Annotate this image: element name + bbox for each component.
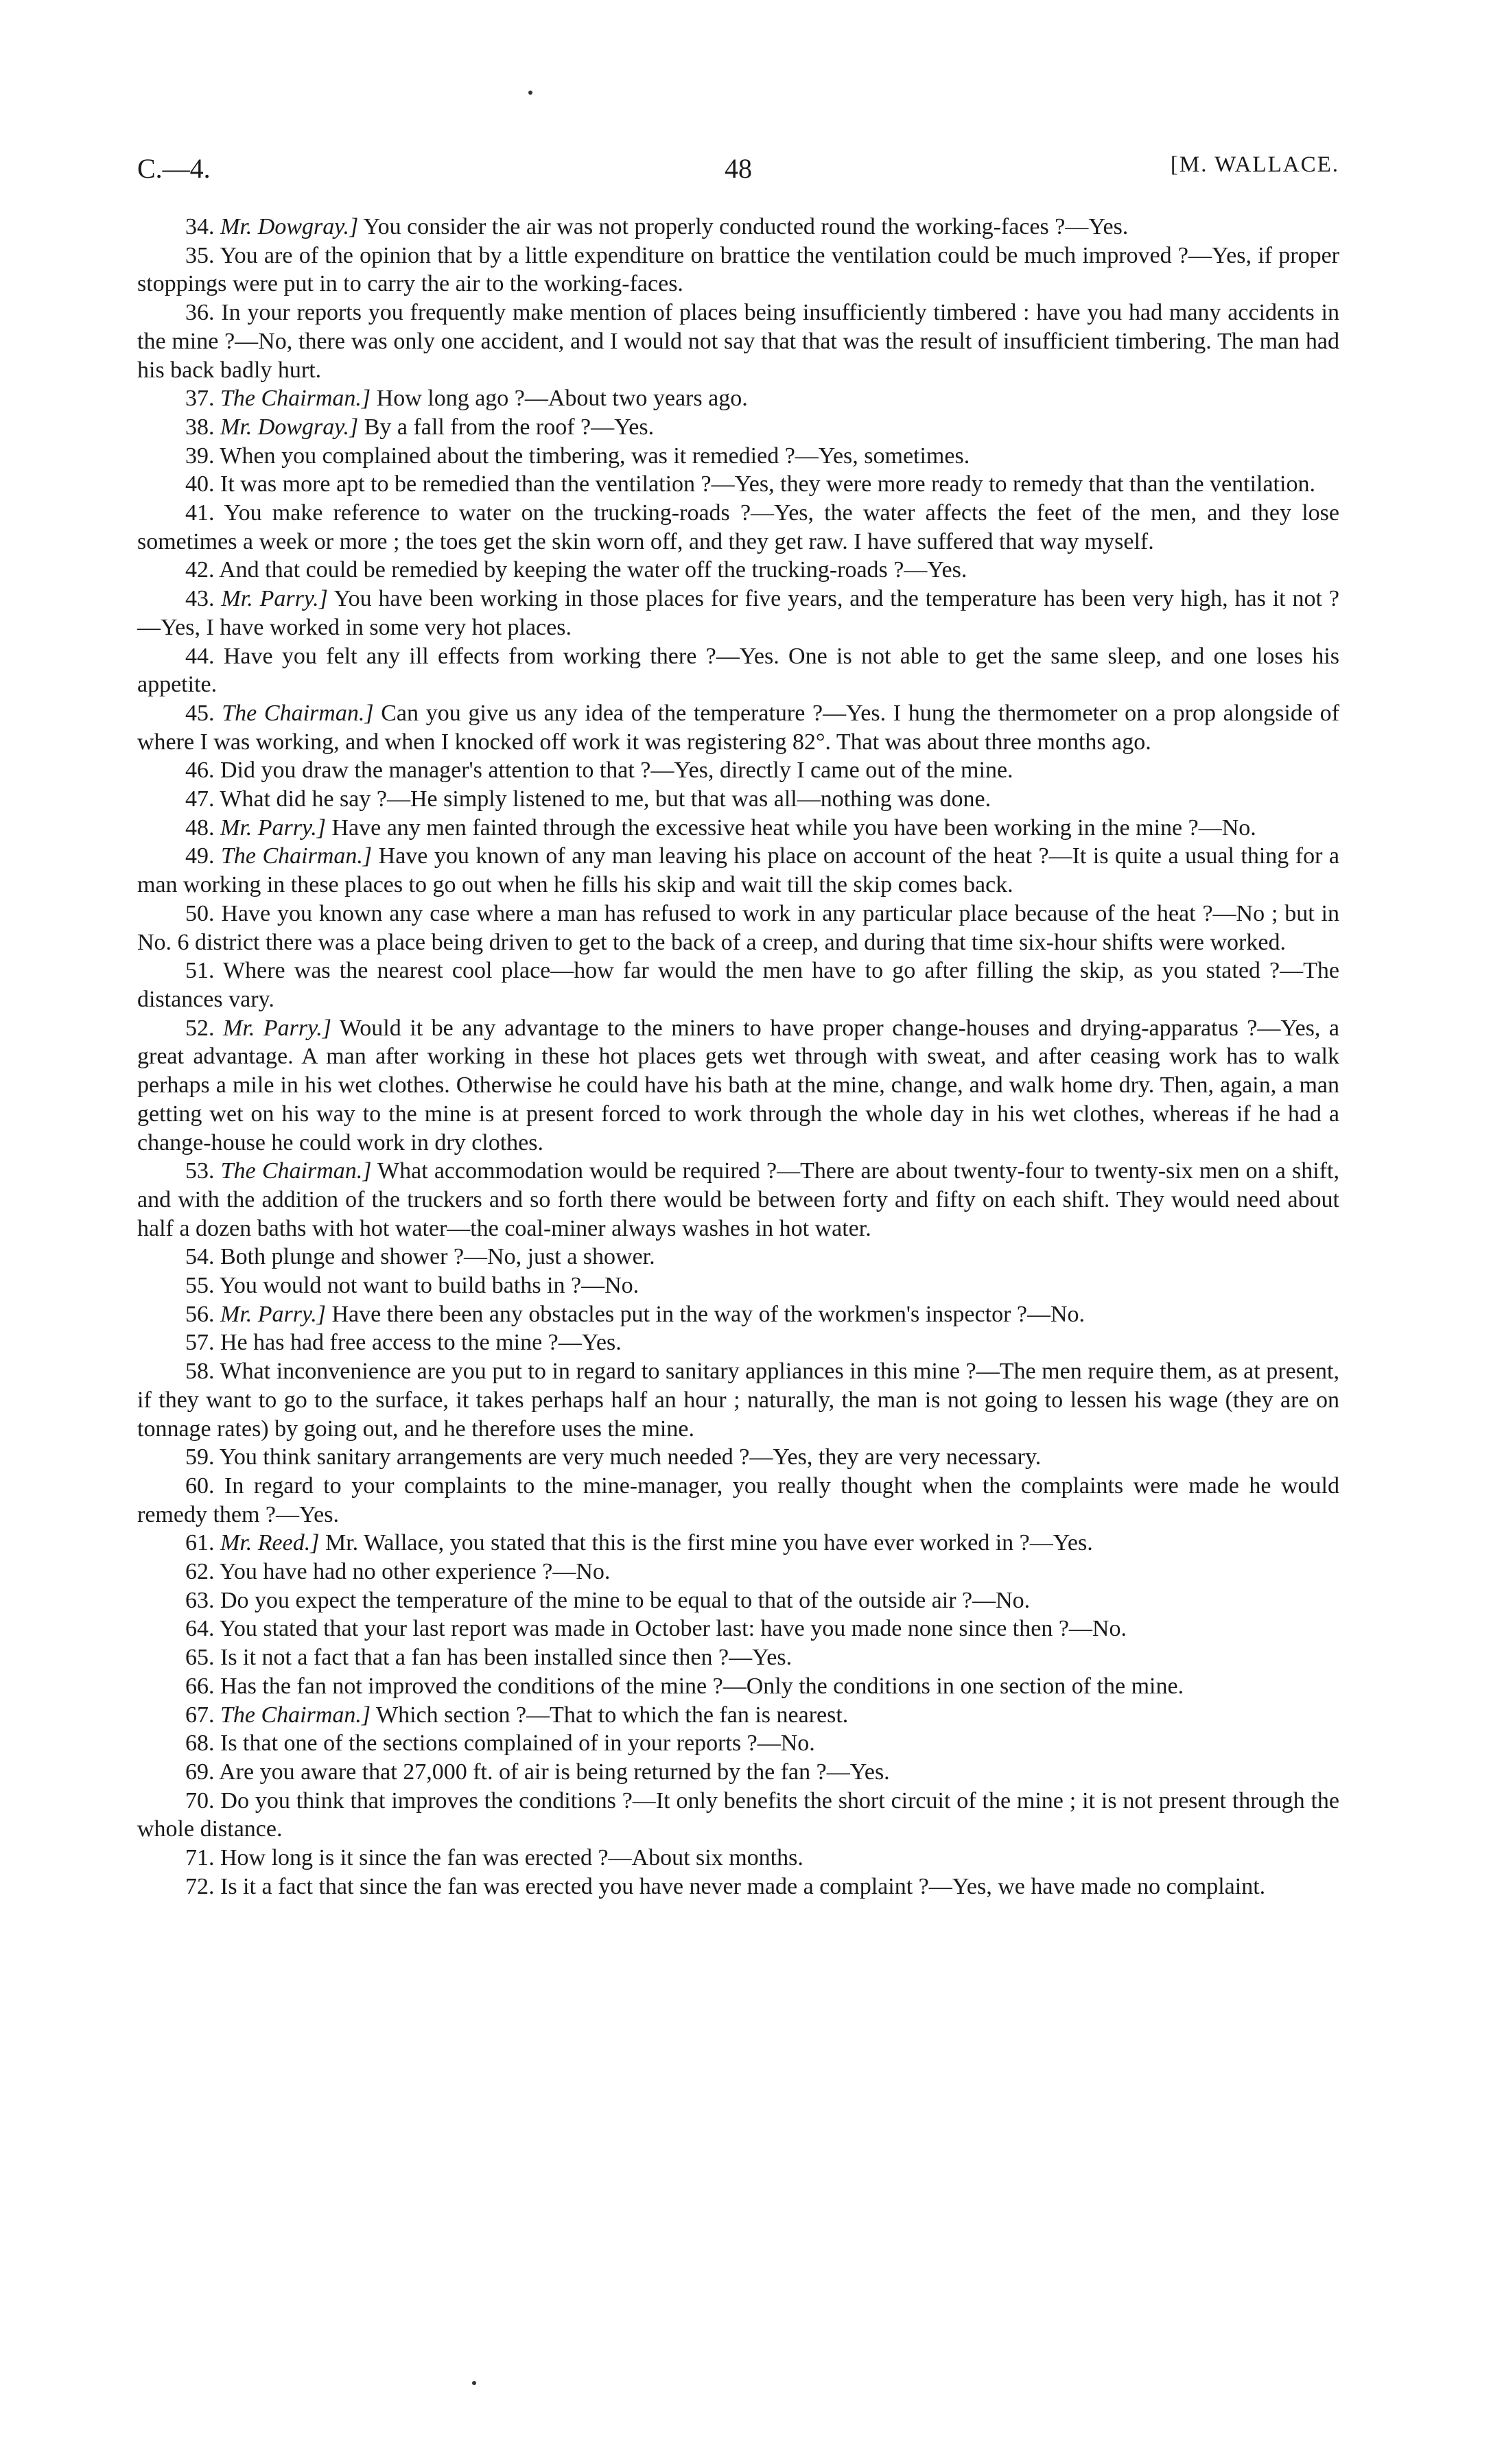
question-paragraph [137, 1443, 1339, 1472]
question-number: 64. [185, 1616, 215, 1642]
question-number: 36. [185, 300, 215, 326]
question-number: 72. [185, 1873, 215, 1899]
speaker-name: The Chairman.] [220, 1702, 371, 1728]
question-number: 52. [185, 1015, 215, 1041]
question-number: 65. [185, 1645, 215, 1671]
question-paragraph [137, 1844, 1339, 1873]
question-text: You would not want to build baths in ?—No. [219, 1273, 639, 1299]
question-number: 62. [185, 1559, 215, 1585]
question-text: When you complained about the timbering, was it remedied ?—Yes, sometimes. [220, 443, 970, 469]
question-text: What did he say ?—He simply listened to me, but that was all—nothing was done. [220, 786, 991, 812]
question-text: Would it be any advantage to the miners to have proper change-houses and drying-apparatus ?—Yes, a great advantage. A man after working in these hot places gets wet through with sweat, and after ceasing work has to walk perhaps a mile in his wet clothes. Otherwise he could have his bath at the mine, change, and walk home dry. Then, again, a man getting wet on his way to the mine is at present forced to work through the whole day in his wet clothes, whereas if he had a change-house he could work in dry clothes. [137, 1015, 1340, 1155]
speaker-name: The Chairman.] [220, 386, 371, 412]
question-paragraph [137, 900, 1339, 957]
question-paragraph [137, 1758, 1339, 1787]
question-paragraph [137, 585, 1339, 642]
question-paragraph [137, 756, 1339, 785]
question-paragraph [137, 842, 1339, 899]
question-number: 59. [185, 1444, 215, 1470]
question-number: 46. [185, 758, 215, 784]
question-paragraph [137, 1558, 1339, 1586]
question-number: 55. [185, 1273, 215, 1299]
question-text: Where was the nearest cool place—how far would the men have to go after filling the skip, as you stated ?—The distances vary. [137, 958, 1339, 1012]
question-text: How long is it since the fan was erected ?—About six months. [220, 1845, 803, 1871]
speaker-name: The Chairman.] [221, 843, 373, 869]
question-number: 60. [185, 1472, 215, 1499]
question-paragraph [137, 1300, 1339, 1329]
question-number: 50. [185, 900, 215, 926]
question-paragraph [137, 384, 1339, 413]
question-text: You consider the air was not properly conducted round the working-faces ?—Yes. [363, 214, 1129, 239]
page-header [137, 152, 1339, 193]
evidence-body [137, 213, 1339, 1901]
question-text: You stated that your last report was made in October last: have you made none since then ?—No. [219, 1616, 1127, 1642]
question-number: 43. [185, 586, 215, 612]
question-number: 68. [185, 1730, 215, 1757]
question-paragraph [137, 1157, 1339, 1243]
question-number: 66. [185, 1673, 215, 1699]
question-paragraph [137, 814, 1339, 843]
question-text: Have you known any case where a man has refused to work in any particular place because of the heat ?—No ; but in No. 6 district there was a place being driven to get to the back of a creep, and during that time six-hour shifts were worked. [137, 900, 1340, 955]
question-number: 44. [185, 643, 215, 669]
question-paragraph [137, 556, 1339, 585]
question-paragraph [137, 499, 1339, 556]
question-paragraph [137, 699, 1339, 756]
question-number: 61. [185, 1530, 215, 1556]
question-paragraph [137, 1357, 1339, 1443]
document-reference: C.—4. [137, 153, 211, 184]
question-paragraph [137, 1472, 1339, 1529]
question-paragraph [137, 1014, 1339, 1158]
question-paragraph [137, 213, 1339, 242]
question-text: Are you aware that 27,000 ft. of air is being returned by the fan ?—Yes. [219, 1759, 890, 1785]
witness-name: [M. WALLACE. [1170, 152, 1339, 177]
question-paragraph [137, 642, 1339, 699]
question-number: 41. [185, 500, 215, 526]
question-number: 48. [185, 814, 215, 841]
question-number: 45. [185, 700, 215, 726]
question-paragraph [137, 1243, 1339, 1271]
question-number: 54. [185, 1244, 215, 1270]
question-text: Is it a fact that since the fan was erected you have never made a complaint ?—Yes, we have made no complaint. [220, 1873, 1266, 1899]
question-text: Mr. Wallace, you stated that this is the first mine you have ever worked in ?—Yes. [325, 1530, 1093, 1556]
question-paragraph [137, 1729, 1339, 1758]
question-paragraph [137, 1271, 1339, 1300]
question-number: 42. [185, 557, 215, 583]
question-paragraph [137, 298, 1339, 384]
question-paragraph [137, 1586, 1339, 1615]
question-text: You are of the opinion that by a little expenditure on brattice the ventilation could be much improved ?—Yes, if proper stoppings were put in to carry the air to the working-faces. [137, 242, 1339, 297]
speaker-name: Mr. Reed.] [220, 1530, 320, 1556]
question-paragraph [137, 1643, 1339, 1672]
question-number: 57. [185, 1330, 215, 1356]
question-text: Have any men fainted through the excessive heat while you have been working in the mine ?—No. [331, 814, 1256, 841]
page-mark-top [528, 91, 532, 95]
question-paragraph [137, 1873, 1339, 1901]
question-text: Do you think that improves the conditions ?—It only benefits the short circuit of the mine ; it is not present through the whole distance. [137, 1787, 1340, 1842]
page-mark-bottom [472, 2381, 476, 2385]
question-text: You have been working in those places for five years, and the temperature has been very high, has it not ?—Yes, I have worked in some very hot places. [137, 586, 1339, 640]
question-number: 67. [185, 1702, 215, 1728]
question-text: Which section ?—That to which the fan is nearest. [376, 1702, 849, 1728]
question-number: 39. [185, 443, 215, 469]
question-text: What inconvenience are you put to in regard to sanitary appliances in this mine ?—The men require them, as at present, if they want to go to the surface, it takes perhaps half an hour ; naturally, the man is not going to lessen his wage (they are on tonnage rates) by going out, and he therefore uses the mine. [137, 1359, 1339, 1442]
question-paragraph [137, 1787, 1339, 1844]
question-text: In your reports you frequently make mention of places being insufficiently timbered : have you had many accidents in the mine ?—No, there was only one accident, and I would not say that that was the result of insufficient timbering. The man had his back badly hurt. [137, 300, 1339, 383]
question-text: You have had no other experience ?—No. [219, 1559, 611, 1585]
question-text: Is it not a fact that a fan has been installed since then ?—Yes. [220, 1645, 793, 1671]
speaker-name: Mr. Dowgray.] [220, 414, 359, 440]
page-number: 48 [725, 153, 752, 184]
question-text: By a fall from the roof ?—Yes. [364, 414, 655, 440]
speaker-name: The Chairman.] [222, 700, 374, 726]
speaker-name: Mr. Parry.] [221, 586, 328, 612]
speaker-name: Mr. Parry.] [220, 814, 326, 841]
question-number: 70. [185, 1787, 215, 1814]
question-text: Can you give us any idea of the temperature ?—Yes. I hung the thermometer on a prop alongside of where I was working, and when I knocked off work it was registering 82°. That was about three months ago. [137, 700, 1339, 755]
page [137, 152, 1339, 1901]
question-number: 34. [185, 214, 215, 239]
question-paragraph [137, 1701, 1339, 1730]
question-text: Is that one of the sections complained of in your reports ?—No. [220, 1730, 815, 1757]
question-text: Did you draw the manager's attention to that ?—Yes, directly I came out of the mine. [220, 758, 1013, 784]
question-text: You make reference to water on the trucking-roads ?—Yes, the water affects the feet of the men, and they lose sometimes a week or more ; the toes get the skin worn off, and they get raw. I have suffered that way myself. [137, 500, 1339, 554]
question-number: 56. [185, 1301, 215, 1327]
question-paragraph [137, 1615, 1339, 1643]
question-number: 63. [185, 1587, 215, 1613]
question-number: 53. [185, 1158, 215, 1184]
question-number: 58. [185, 1359, 215, 1385]
speaker-name: Mr. Dowgray.] [220, 214, 359, 239]
question-paragraph [137, 1529, 1339, 1558]
speaker-name: The Chairman.] [220, 1158, 372, 1184]
question-paragraph [137, 470, 1339, 499]
question-number: 47. [185, 786, 215, 812]
question-number: 38. [185, 414, 215, 440]
question-number: 37. [185, 386, 215, 412]
question-text: Have there been any obstacles put in the way of the workmen's inspector ?—No. [331, 1301, 1085, 1327]
question-number: 40. [185, 471, 215, 497]
question-number: 71. [185, 1845, 215, 1871]
question-paragraph [137, 1328, 1339, 1357]
question-text: How long ago ?—About two years ago. [376, 386, 748, 412]
question-number: 51. [185, 958, 215, 984]
question-number: 69. [185, 1759, 215, 1785]
speaker-name: Mr. Parry.] [223, 1015, 332, 1041]
question-paragraph [137, 1672, 1339, 1701]
question-text: Has the fan not improved the conditions of the mine ?—Only the conditions in one section of the mine. [220, 1673, 1184, 1699]
question-text: What accommodation would be required ?—There are about twenty-four to twenty-six men on a shift, and with the addition of the truckers and so forth there would be between forty and fifty on each shift. They would need about half a dozen baths with hot water—the coal-miner always washes in hot water. [137, 1158, 1340, 1241]
question-number: 49. [185, 843, 215, 869]
question-text: Do you expect the temperature of the mine to be equal to that of the outside air ?—No. [220, 1587, 1031, 1613]
question-text: You think sanitary arrangements are very much needed ?—Yes, they are very necessary. [219, 1444, 1042, 1470]
question-paragraph [137, 442, 1339, 471]
question-text: It was more apt to be remedied than the ventilation ?—Yes, they were more ready to remedy that than the ventilation. [220, 471, 1315, 497]
question-text: In regard to your complaints to the mine-manager, you really thought when the complaints were made he would remedy them ?—Yes. [137, 1472, 1340, 1527]
question-text: And that could be remedied by keeping the water off the trucking-roads ?—Yes. [219, 557, 967, 583]
question-number: 35. [185, 242, 215, 268]
question-paragraph [137, 785, 1339, 814]
speaker-name: Mr. Parry.] [220, 1301, 326, 1327]
question-paragraph [137, 413, 1339, 442]
question-text: Have you known of any man leaving his place on account of the heat ?—It is quite a usual thing for a man working in these places to go out when he fills his skip and wait till the skip comes back. [137, 843, 1339, 898]
question-text: Both plunge and shower ?—No, just a shower. [220, 1244, 655, 1270]
question-text: He has had free access to the mine ?—Yes. [220, 1330, 622, 1356]
question-paragraph [137, 242, 1339, 298]
question-text: Have you felt any ill effects from working there ?—Yes. One is not able to get the same sleep, and one loses his appetite. [137, 643, 1340, 698]
question-paragraph [137, 957, 1339, 1013]
